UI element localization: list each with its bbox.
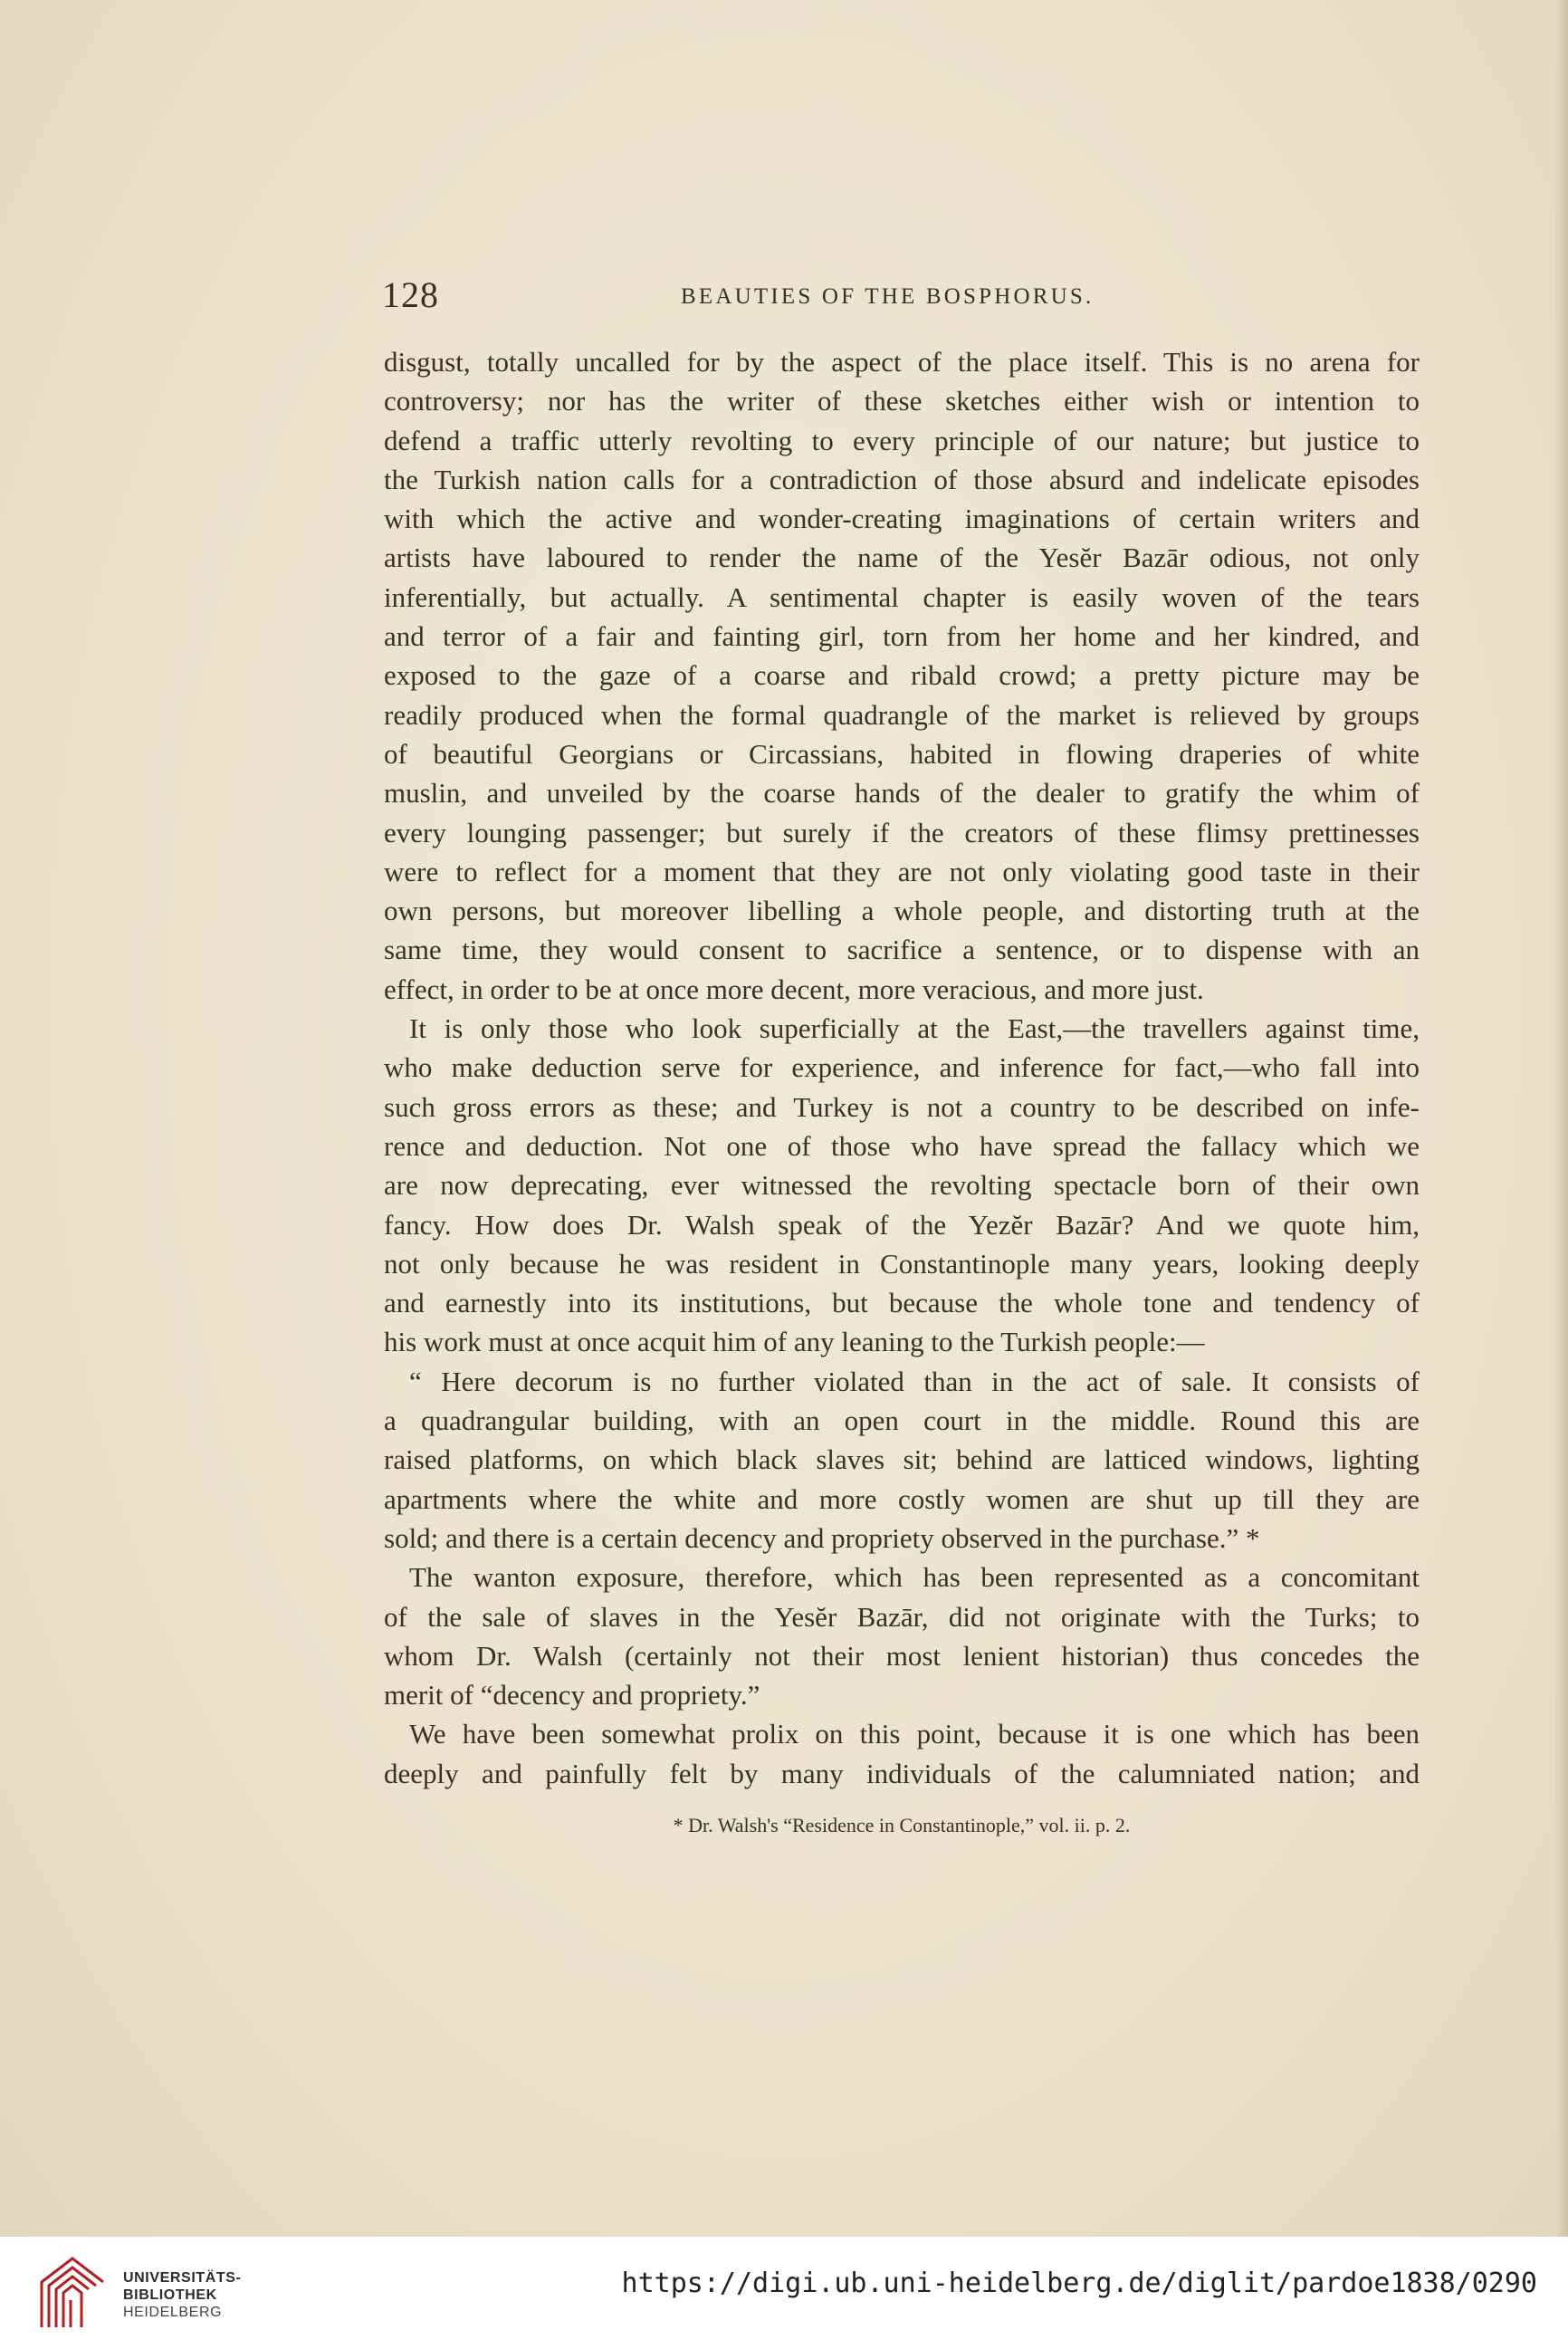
- text-line: of the sale of slaves in the Yesĕr Bazār, did not originate with the Turks; to: [384, 1600, 1420, 1633]
- text-line: exposed to the gaze of a coarse and ribald crowd; a pretty picture may be: [384, 659, 1420, 692]
- text-line: his work must at once acquit him of any leaning to the Turkish people:—: [384, 1326, 1205, 1358]
- text-line: such gross errors as these; and Turkey is not a country to be described on infe-: [384, 1090, 1420, 1123]
- text-line: a quadrangular building, with an open court in the middle. Round this are: [384, 1405, 1420, 1437]
- text-line: The wanton exposure, therefore, which has been represented as a concomitant: [409, 1561, 1420, 1594]
- text-line: effect, in order to be at once more decent, more veracious, and more just.: [384, 973, 1204, 1005]
- footnote: * Dr. Walsh's “Residence in Constantinople,” vol. ii. p. 2.: [673, 1814, 1131, 1836]
- text-line: the Turkish nation calls for a contradiction of those absurd and indelicate episodes: [384, 463, 1420, 495]
- text-line: and earnestly into its institutions, but because the whole tone and tendency of: [384, 1287, 1420, 1319]
- source-url-link[interactable]: https://digi.ub.uni-heidelberg.de/diglit/pardoe1838/0290: [621, 2268, 1537, 2299]
- text-line: of beautiful Georgians or Circassians, habited in flowing draperies of white: [384, 737, 1420, 770]
- text-line: sold; and there is a certain decency and propriety observed in the purchase.” *: [384, 1521, 1260, 1554]
- text-line: We have been somewhat prolix on this point, because it is one which has been: [409, 1718, 1420, 1750]
- text-line: merit of “decency and propriety.”: [384, 1679, 760, 1711]
- page-number: 128: [382, 274, 439, 315]
- library-name-line: UNIVERSITÄTS-: [123, 2270, 242, 2286]
- running-head: [382, 273, 1423, 319]
- text-line: controversy; nor has the writer of these sketches either wish or intention to: [384, 385, 1420, 417]
- text-line: every lounging passenger; but surely if the creators of these flimsy prettinesses: [384, 816, 1420, 849]
- text-line: whom Dr. Walsh (certainly not their most lenient historian) thus concedes the: [384, 1639, 1420, 1672]
- body-text: [384, 342, 1420, 1793]
- library-name-line: HEIDELBERG: [123, 2305, 223, 2320]
- library-name: [123, 2269, 241, 2321]
- text-line: defend a traffic utterly revolting to every principle of our nature; but justice to: [384, 424, 1420, 456]
- running-title: BEAUTIES OF THE BOSPHORUS.: [681, 284, 1095, 309]
- library-logo-icon: [36, 2255, 109, 2331]
- text-line: readily produced when the formal quadrangle of the market is relieved by groups: [384, 698, 1420, 731]
- text-line: artists have laboured to render the name of the Yesĕr Bazār odious, not only: [384, 542, 1420, 574]
- text-line: disgust, totally uncalled for by the aspect of the place itself. This is no arena for: [384, 346, 1420, 378]
- footer-bar: [0, 2237, 1568, 2349]
- text-line: raised platforms, on which black slaves sit; behind are latticed windows, lighting: [384, 1443, 1420, 1476]
- text-line: “ Here decorum is no further violated than in the act of sale. It consists of: [409, 1365, 1420, 1397]
- text-line: with which the active and wonder-creating imaginations of certain writers and: [384, 503, 1420, 535]
- text-line: fancy. How does Dr. Walsh speak of the Yezĕr Bazār? And we quote him,: [384, 1208, 1420, 1241]
- text-line: not only because he was resident in Constantinople many years, looking deeply: [384, 1247, 1420, 1280]
- text-line: own persons, but moreover libelling a whole people, and distorting truth at the: [384, 895, 1420, 927]
- text-line: apartments where the white and more costly women are shut up till they are: [384, 1482, 1420, 1515]
- page-edge-shadow: [1555, 0, 1568, 2237]
- library-name-line: BIBLIOTHEK: [123, 2287, 217, 2303]
- text-line: same time, they would consent to sacrifice a sentence, or to dispense with an: [384, 934, 1420, 966]
- text-line: deeply and painfully felt by many individuals of the calumniated nation; and: [384, 1757, 1420, 1789]
- text-line: It is only those who look superficially at the East,—the travellers against time,: [409, 1012, 1420, 1045]
- text-line: who make deduction serve for experience, and inference for fact,—who fall into: [384, 1051, 1420, 1084]
- text-line: inferentially, but actually. A sentimental chapter is easily woven of the tears: [384, 580, 1420, 613]
- text-line: and terror of a fair and fainting girl, torn from her home and her kindred, and: [384, 620, 1420, 653]
- text-line: muslin, and unveiled by the coarse hands of the dealer to gratify the whim of: [384, 777, 1420, 810]
- text-line: rence and deduction. Not one of those who have spread the fallacy which we: [384, 1129, 1420, 1162]
- text-line: are now deprecating, ever witnessed the revolting spectacle born of their own: [384, 1169, 1420, 1202]
- text-line: were to reflect for a moment that they are not only violating good taste in their: [384, 855, 1420, 887]
